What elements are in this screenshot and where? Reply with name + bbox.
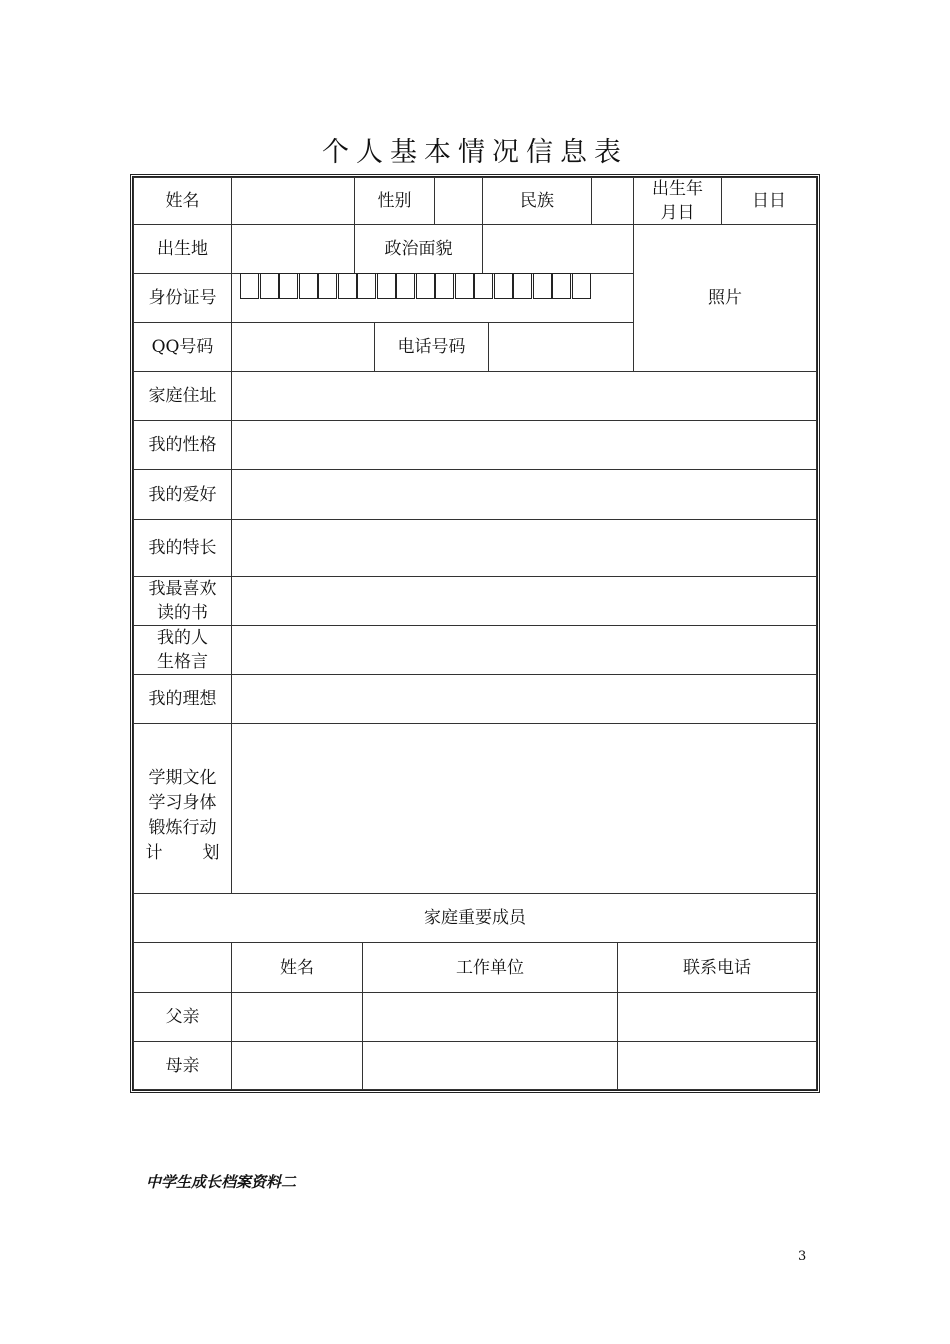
- page-number: 3: [798, 1249, 807, 1264]
- family-col-phone: 联系电话: [617, 942, 817, 993]
- father-name-cell[interactable]: [231, 992, 363, 1042]
- phone-label: 电话号码: [374, 322, 489, 372]
- id-digit-box[interactable]: [513, 273, 532, 299]
- birthplace-value-cell[interactable]: [231, 224, 355, 274]
- qq-label: QQ号码: [133, 322, 232, 372]
- ideal-value-cell[interactable]: [231, 674, 817, 724]
- name-label-cell: [133, 177, 232, 225]
- mother-work-cell[interactable]: [362, 1041, 618, 1090]
- book-value-cell[interactable]: [231, 576, 817, 626]
- birth-label-cell: [633, 177, 722, 225]
- motto-label-cell: [133, 625, 232, 675]
- id-digit-box[interactable]: [474, 273, 493, 299]
- personality-label: 我的性格: [133, 420, 232, 470]
- id-digit-box[interactable]: [299, 273, 318, 299]
- plan-label-cell: [133, 723, 232, 894]
- id-digit-box[interactable]: [533, 273, 552, 299]
- political-label: 政治面貌: [354, 224, 483, 274]
- birthplace-label-cell: [133, 224, 232, 274]
- phone-value-cell[interactable]: [488, 322, 634, 372]
- id-digit-box[interactable]: [572, 273, 591, 299]
- specialty-value-cell[interactable]: [231, 519, 817, 577]
- birth-label: 出生年月日: [652, 179, 703, 223]
- motto-label: 我的人生格言: [157, 628, 208, 672]
- father-work-cell[interactable]: [362, 992, 618, 1042]
- hobby-value-cell[interactable]: [231, 469, 817, 520]
- form-title: 个人基本情况信息表: [322, 137, 628, 168]
- id-digit-box[interactable]: [435, 273, 454, 299]
- address-label: 家庭住址: [133, 371, 232, 421]
- id-label: 身份证号: [133, 273, 232, 323]
- motto-value-cell[interactable]: [231, 625, 817, 675]
- mother-label: 母亲: [133, 1041, 232, 1090]
- plan-label: 学期文化 学习身体 锻炼行动 计 划: [145, 767, 220, 863]
- political-value-cell[interactable]: [482, 224, 634, 274]
- id-digit-box[interactable]: [338, 273, 357, 299]
- id-digit-box[interactable]: [240, 273, 259, 299]
- plan-value-cell[interactable]: [231, 723, 817, 894]
- family-col-name: 姓名: [231, 942, 363, 993]
- ideal-label: 我的理想: [133, 674, 232, 724]
- book-label: 我最喜欢读的书: [148, 579, 217, 623]
- id-digit-box[interactable]: [357, 273, 376, 299]
- footer-text: 中学生成长档案资料二: [146, 1173, 297, 1191]
- id-digit-box[interactable]: [377, 273, 396, 299]
- id-digit-box[interactable]: [318, 273, 337, 299]
- qq-value-cell[interactable]: [231, 322, 375, 372]
- id-digit-box[interactable]: [552, 273, 571, 299]
- mother-phone-cell[interactable]: [617, 1041, 817, 1090]
- ethnicity-label: 民族: [482, 177, 592, 225]
- personality-value-cell[interactable]: [231, 420, 817, 470]
- name-label: 姓名: [165, 191, 200, 211]
- id-digit-box[interactable]: [279, 273, 298, 299]
- photo-label: 照片: [633, 224, 817, 372]
- gender-value-cell[interactable]: [434, 177, 483, 225]
- father-label: 父亲: [133, 992, 232, 1042]
- family-section-title: 家庭重要成员: [133, 893, 817, 943]
- birthplace-label: 出生地: [157, 239, 208, 259]
- id-digit-box[interactable]: [455, 273, 474, 299]
- family-header-blank: [133, 942, 232, 993]
- name-value-cell[interactable]: [231, 177, 355, 225]
- ethnicity-value-cell[interactable]: [591, 177, 634, 225]
- id-digit-box[interactable]: [396, 273, 415, 299]
- father-phone-cell[interactable]: [617, 992, 817, 1042]
- id-digit-box[interactable]: [260, 273, 279, 299]
- date-label: 日日: [721, 177, 817, 225]
- id-digit-box[interactable]: [494, 273, 513, 299]
- id-digit-box[interactable]: [416, 273, 435, 299]
- address-value-cell[interactable]: [231, 371, 817, 421]
- family-col-work: 工作单位: [362, 942, 618, 993]
- hobby-label: 我的爱好: [133, 469, 232, 520]
- specialty-label: 我的特长: [133, 519, 232, 577]
- mother-name-cell[interactable]: [231, 1041, 363, 1090]
- gender-label: 性别: [354, 177, 435, 225]
- book-label-cell: [133, 576, 232, 626]
